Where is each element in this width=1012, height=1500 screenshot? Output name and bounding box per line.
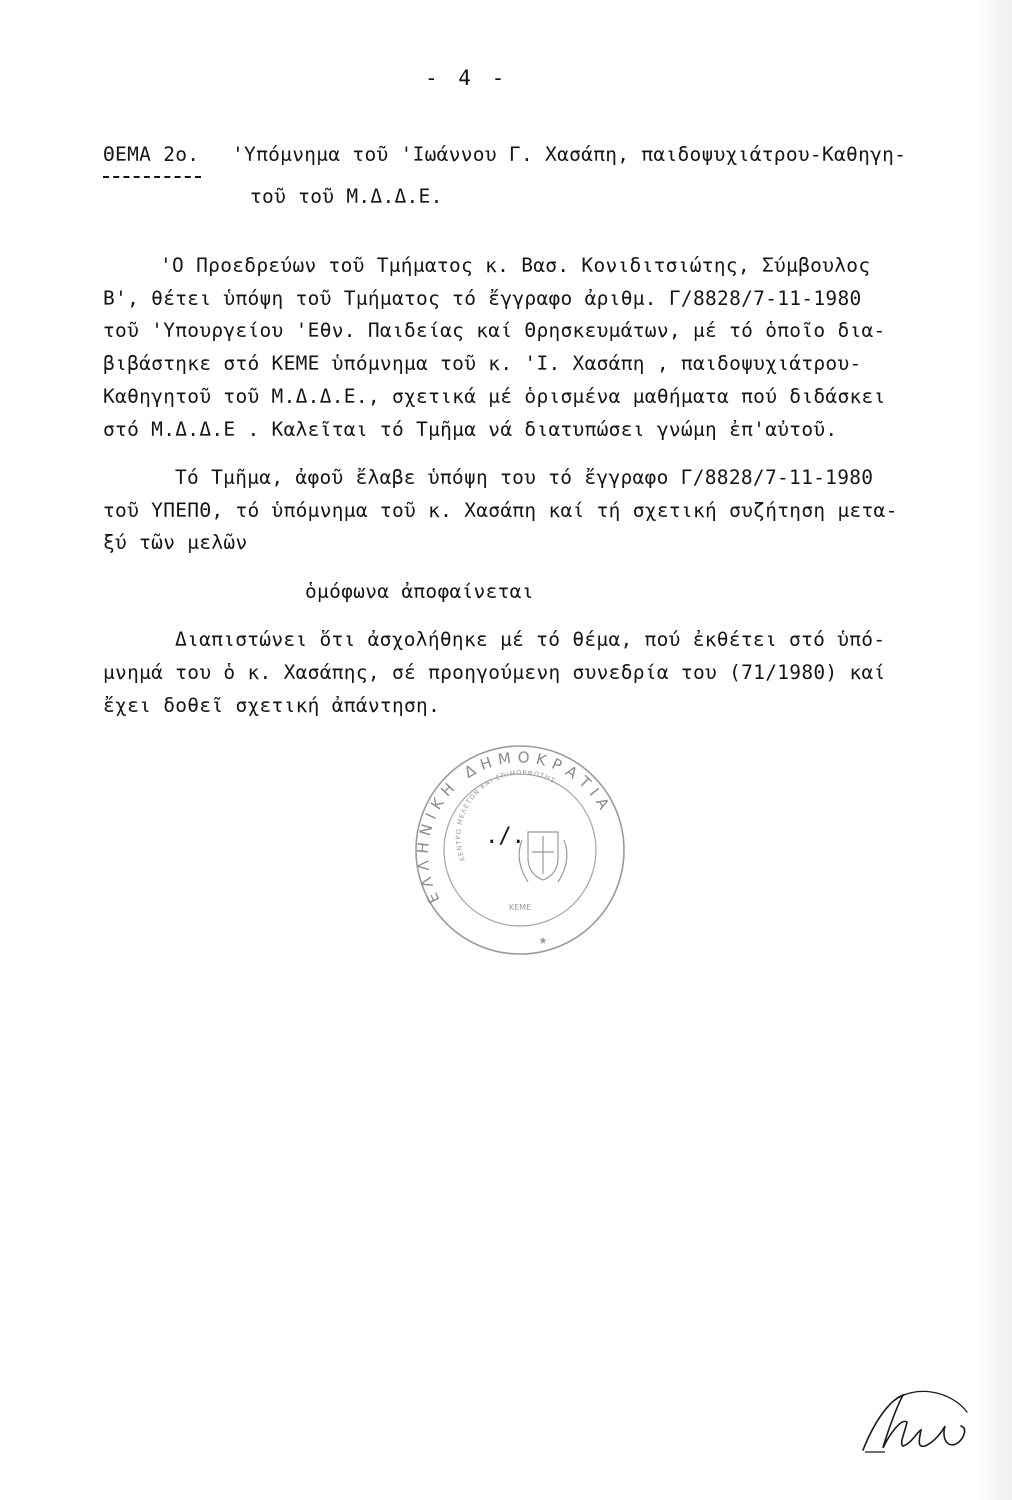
paragraph2-line: ξύ τῶν μελῶν [103, 531, 248, 554]
paragraph1-line: Β', θέτει ὑπόψη τοῦ Τμήματος τό ἔγγραφο ἀριθμ. Γ/8828/7-11-1980 [103, 287, 862, 310]
page-number: - 4 - [425, 66, 509, 90]
page-edge-shadow [972, 0, 1012, 1500]
paragraph1-line: 'Ο Προεδρεύων τοῦ Τμήματος κ. Βασ. Κονιδιτσιώτης, Σύμβουλος [160, 254, 871, 277]
subject-line-1: 'Υπόμνημα τοῦ 'Ιωάννου Γ. Χασάπη, παιδοψυχιάτρου-Καθηγη- [232, 143, 907, 166]
stamp-bottom-text: ΚΕΜΕ [508, 903, 532, 912]
paragraph2-line: τοῦ ΥΠΕΠΘ, τό ὑπόμνημα τοῦ κ. Χασάπη καί τή σχετική συζήτηση μετα- [103, 499, 898, 522]
stamp-inner-text: ΚΕΝΤΡΟ ΜΕΛΕΤΩΝ ΚΑΙ ΕΠΙΜΟΡΦΩΣΗΣ [454, 768, 557, 863]
paragraph3-line: μνημά του ὁ κ. Χασάπης, σέ προηγούμενη συνεδρία του (71/1980) καί [103, 661, 886, 684]
paragraph3-line: Διαπιστώνει ὅτι ἀσχολήθηκε μέ τό θέμα, πού ἐκθέτει στό ὑπό- [175, 628, 886, 651]
subject-label: ΘΕΜΑ 2ο. [103, 143, 200, 166]
subject-underline [103, 176, 201, 178]
paragraph3-line: ἔχει δοθεῖ σχετική ἀπάντηση. [103, 694, 441, 717]
paragraph1-line: τοῦ 'Υπουργείου 'Εθν. Παιδείας καί Θρησκευμάτων, μέ τό ὁποῖο δια- [103, 319, 886, 342]
handwritten-signature [855, 1380, 975, 1470]
stamp-outer-text: ΕΛΛΗΝΙΚΗ ΔΗΜΟΚΡΑΤΙΑ [413, 748, 616, 907]
paragraph1-line: βιβάστηκε στό ΚΕΜΕ ὑπόμνημα τοῦ κ. 'Ι. Χασάπη , παιδοψυχιάτρου- [103, 352, 862, 375]
paragraph2-line: Τό Τμῆμα, ἀφοῦ ἔλαβε ὑπόψη του τό ἔγγραφο Γ/8828/7-11-1980 [175, 466, 874, 489]
decision-heading: ὁμόφωνα ἀποφαίνεται [305, 580, 534, 603]
paragraph1-line: στό Μ.Δ.Δ.Ε . Καλεῖται τό Τμῆμα νά διατυπώσει γνώμη ἐπ'αὐτοῦ. [103, 418, 838, 441]
paragraph1-line: Καθηγητοῦ τοῦ Μ.Δ.Δ.Ε., σχετικά μέ ὁρισμένα μαθήματα πού διδάσκει [103, 385, 886, 408]
subject-line-2: τοῦ τοῦ Μ.Δ.Δ.Ε. [250, 185, 443, 208]
official-stamp [410, 740, 630, 960]
star-icon: ★ [538, 932, 548, 948]
continuation-mark: ./. [485, 824, 525, 849]
coat-of-arms-icon [519, 832, 567, 882]
